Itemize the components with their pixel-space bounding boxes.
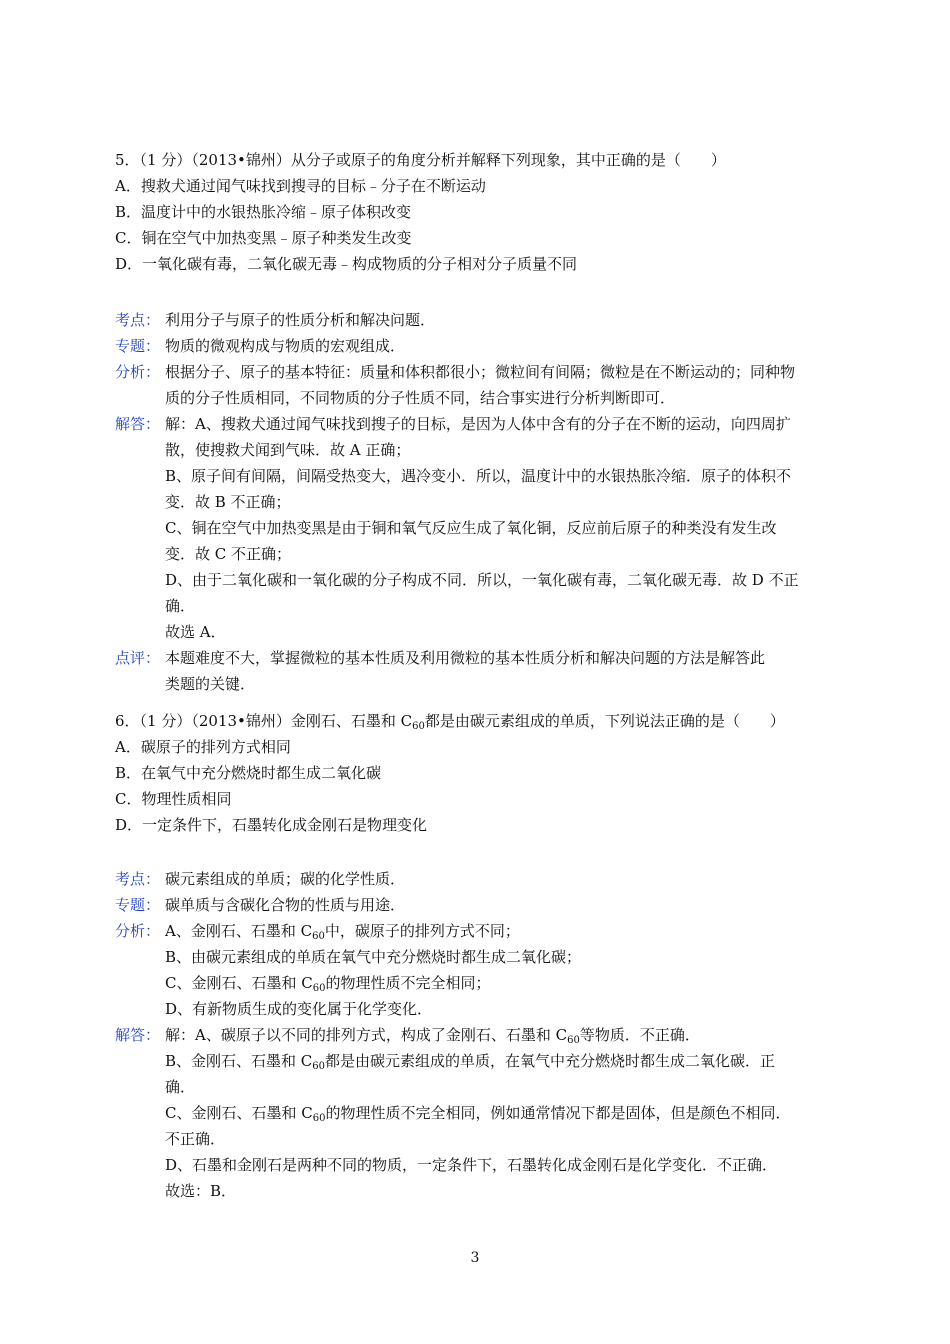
kaodian-label: 考点： (115, 311, 161, 329)
jieda-line: 故选 A． (165, 623, 226, 641)
jieda-line: 确． (165, 1078, 196, 1096)
question-6 (115, 708, 850, 838)
fenxi-row (115, 359, 850, 411)
jieda-line: 解：A、搜救犬通过闻气味找到搜子的目标，是因为人体中含有的分子在不断的运动，向四周扩 (165, 415, 791, 433)
question-5-analysis (115, 307, 850, 697)
dianping-line: 本题难度不大，掌握微粒的基本性质及利用微粒的基本性质分析和解决问题的方法是解答此 (165, 649, 766, 667)
text-part: B、金刚石、石墨和 C (165, 1052, 313, 1070)
option-d: D．一氧化碳有毒，二氧化碳无毒﹣构成物质的分子相对分子质量不同 (115, 255, 578, 273)
text-part: 等物质．不正确． (579, 1026, 700, 1044)
subscript: 60 (312, 1061, 326, 1072)
question-5 (115, 147, 850, 277)
jieda-line (165, 1100, 850, 1126)
text-part: A、金刚石、石墨和 C (165, 922, 313, 940)
kaodian-text: 碳元素组成的单质；碳的化学性质． (165, 870, 406, 888)
jieda-row (115, 1022, 850, 1204)
jieda-line: 变．故 B 不正确； (165, 493, 291, 511)
dianping-row (115, 645, 850, 697)
subscript: 60 (312, 983, 326, 994)
option-a: A．碳原子的排列方式相同 (115, 738, 291, 756)
option-c: C．物理性质相同 (115, 790, 232, 808)
zhuanti-text: 物质的微观构成与物质的宏观组成． (165, 337, 406, 355)
option-b: B．温度计中的水银热胀冷缩﹣原子体积改变 (115, 203, 412, 221)
subscript: 60 (567, 1035, 580, 1046)
zhuanti-label: 专题： (115, 896, 161, 914)
fenxi-row (115, 918, 850, 1022)
kaodian-row (115, 307, 850, 333)
jieda-line: 不正确． (165, 1130, 226, 1148)
subscript: 60 (312, 931, 325, 942)
option-d: D．一定条件下，石墨转化成金刚石是物理变化 (115, 816, 428, 834)
jieda-line: 散，使搜救犬闻到气味．故 A 正确； (165, 441, 411, 459)
dianping-label: 点评： (115, 649, 161, 667)
fenxi-line: D、有新物质生成的变化属于化学变化． (165, 1000, 433, 1018)
zhuanti-label: 专题： (115, 337, 161, 355)
question-stem (115, 708, 850, 734)
stem-part: 6．（1 分）（2013•锦州）金刚石、石墨和 C (115, 712, 413, 730)
fenxi-line: 根据分子、原子的基本特征：质量和体积都很小；微粒间有间隔；微粒是在不断运动的；同种物 (165, 363, 796, 381)
dianping-line: 类题的关键． (165, 675, 256, 693)
kaodian-text: 利用分子与原子的性质分析和解决问题． (165, 311, 436, 329)
option-c: C．铜在空气中加热变黑﹣原子种类发生改变 (115, 229, 412, 247)
zhuanti-text: 碳单质与含碳化合物的性质与用途． (165, 896, 406, 914)
jieda-line: 变．故 C 不正确； (165, 545, 292, 563)
text-part: 解：A、碳原子以不同的排列方式，构成了金刚石、石墨和 C (165, 1026, 568, 1044)
option-a: A．搜救犬通过闻气味找到搜寻的目标﹣分子在不断运动 (115, 177, 486, 195)
kaodian-row (115, 866, 850, 892)
fenxi-label: 分析： (115, 363, 161, 381)
jieda-line (165, 1022, 850, 1048)
option-b: B．在氧气中充分燃烧时都生成二氧化碳 (115, 764, 382, 782)
fenxi-line: B、由碳元素组成的单质在氧气中充分燃烧时都生成二氧化碳； (165, 948, 582, 966)
subscript: 60 (312, 1113, 326, 1124)
fenxi-label: 分析： (115, 922, 161, 940)
question-stem: 5．（1 分）（2013•锦州）从分子或原子的角度分析并解释下列现象，其中正确的是（ ） (115, 151, 726, 169)
jieda-row (115, 411, 850, 645)
fenxi-line (165, 970, 850, 996)
text-part: 的物理性质不完全相同； (325, 974, 491, 992)
text-part: 都是由碳元素组成的单质，在氧气中充分燃烧时都生成二氧化碳．正 (325, 1052, 776, 1070)
text-part: 中，碳原子的排列方式不同； (324, 922, 520, 940)
text-part: C、金刚石、石墨和 C (165, 974, 313, 992)
text-part: C、金刚石、石墨和 C (165, 1104, 313, 1122)
kaodian-label: 考点： (115, 870, 161, 888)
zhuanti-row (115, 892, 850, 918)
jieda-line: 故选：B． (165, 1182, 237, 1200)
zhuanti-row (115, 333, 850, 359)
fenxi-line: 质的分子性质相同，不同物质的分子性质不同，结合事实进行分析判断即可． (165, 389, 676, 407)
jieda-line: 确． (165, 597, 196, 615)
jieda-line: D、石墨和金刚石是两种不同的物质，一定条件下，石墨转化成金刚石是化学变化．不正确． (165, 1156, 778, 1174)
jieda-line: C、铜在空气中加热变黑是由于铜和氧气反应生成了氧化铜，反应前后原子的种类没有发生改 (165, 519, 777, 537)
jieda-label: 解答： (115, 415, 161, 433)
page-number: 3 (470, 1250, 480, 1266)
text-part: 的物理性质不完全相同，例如通常情况下都是固体，但是颜色不相同． (325, 1104, 791, 1122)
question-6-analysis (115, 866, 850, 1204)
subscript: 60 (412, 721, 425, 732)
stem-part: 都是由碳元素组成的单质，下列说法正确的是（ ） (424, 712, 785, 730)
jieda-line: B、原子间有间隔，间隔受热变大，遇冷变小．所以，温度计中的水银热胀冷缩．原子的体积不 (165, 467, 792, 485)
jieda-label: 解答： (115, 1026, 161, 1044)
jieda-line (165, 1048, 850, 1074)
fenxi-line (165, 918, 850, 944)
jieda-line: D、由于二氧化碳和一氧化碳的分子构成不同．所以，一氧化碳有毒，二氧化碳无毒．故 D 不正 (165, 571, 799, 589)
